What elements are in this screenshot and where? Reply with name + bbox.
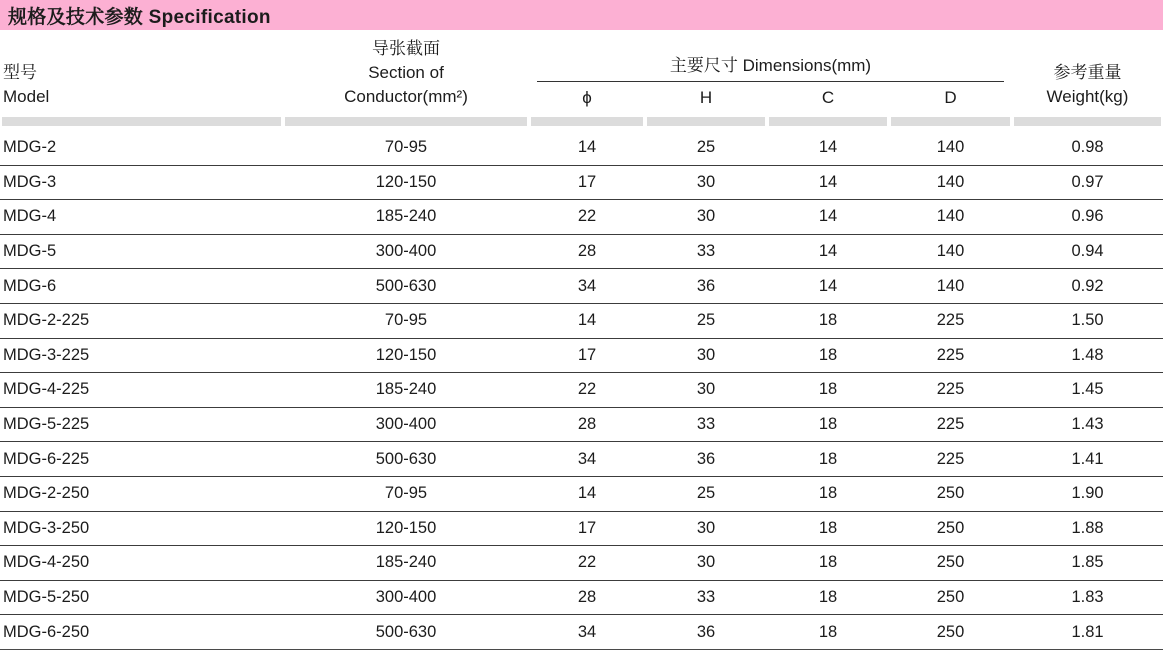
cell-phi: 22 <box>529 200 645 235</box>
table-row <box>0 476 1163 511</box>
cell-model: MDG-6-225 <box>0 442 283 477</box>
cell-phi: 22 <box>529 373 645 408</box>
cell-h: 30 <box>645 165 767 200</box>
column-header-weight <box>1012 30 1163 114</box>
cell-h: 30 <box>645 546 767 581</box>
cell-weight: 0.96 <box>1012 200 1163 235</box>
cell-model: MDG-3-225 <box>0 338 283 373</box>
table-row <box>0 338 1163 373</box>
cell-phi: 34 <box>529 442 645 477</box>
column-header-section-en2: Conductor(mm²) <box>344 87 468 106</box>
header-underline-bar <box>1014 117 1161 126</box>
cell-section: 70-95 <box>283 303 529 338</box>
cell-d: 250 <box>889 476 1012 511</box>
table-row <box>0 442 1163 477</box>
header-underline-cell <box>0 114 283 131</box>
cell-phi: 34 <box>529 615 645 650</box>
header-underline-cell <box>1012 114 1163 131</box>
cell-phi: 28 <box>529 580 645 615</box>
cell-h: 36 <box>645 269 767 304</box>
cell-h: 25 <box>645 131 767 165</box>
cell-section: 185-240 <box>283 373 529 408</box>
header-underline-cell <box>767 114 889 131</box>
cell-h: 33 <box>645 580 767 615</box>
cell-c: 18 <box>767 511 889 546</box>
cell-section: 500-630 <box>283 442 529 477</box>
section-title-bar <box>0 0 1163 30</box>
cell-weight: 1.90 <box>1012 476 1163 511</box>
cell-d: 140 <box>889 234 1012 269</box>
cell-phi: 28 <box>529 234 645 269</box>
cell-model: MDG-2-225 <box>0 303 283 338</box>
header-underline-bar <box>769 117 887 126</box>
column-group-dimensions <box>529 30 1012 82</box>
cell-section: 70-95 <box>283 476 529 511</box>
column-header-section-en1: Section of <box>368 63 444 82</box>
cell-c: 14 <box>767 269 889 304</box>
cell-d: 225 <box>889 373 1012 408</box>
cell-phi: 34 <box>529 269 645 304</box>
table-header <box>0 30 1163 131</box>
cell-c: 18 <box>767 546 889 581</box>
cell-weight: 0.97 <box>1012 165 1163 200</box>
cell-model: MDG-2 <box>0 131 283 165</box>
column-header-phi: ϕ <box>582 88 592 107</box>
header-underline-bar <box>2 117 281 126</box>
cell-weight: 0.98 <box>1012 131 1163 165</box>
cell-section: 500-630 <box>283 615 529 650</box>
cell-section: 185-240 <box>283 546 529 581</box>
cell-d: 140 <box>889 165 1012 200</box>
cell-model: MDG-4 <box>0 200 283 235</box>
cell-c: 14 <box>767 234 889 269</box>
cell-c: 18 <box>767 407 889 442</box>
cell-d: 250 <box>889 580 1012 615</box>
cell-section: 120-150 <box>283 165 529 200</box>
cell-weight: 1.45 <box>1012 373 1163 408</box>
cell-c: 14 <box>767 200 889 235</box>
cell-section: 120-150 <box>283 511 529 546</box>
cell-weight: 1.43 <box>1012 407 1163 442</box>
cell-d: 225 <box>889 407 1012 442</box>
cell-weight: 1.83 <box>1012 580 1163 615</box>
cell-h: 30 <box>645 200 767 235</box>
cell-model: MDG-3 <box>0 165 283 200</box>
cell-phi: 17 <box>529 511 645 546</box>
cell-model: MDG-2-250 <box>0 476 283 511</box>
header-underline-bar <box>285 117 527 126</box>
table-row <box>0 546 1163 581</box>
cell-section: 185-240 <box>283 200 529 235</box>
table-row <box>0 615 1163 650</box>
cell-phi: 14 <box>529 131 645 165</box>
cell-phi: 17 <box>529 165 645 200</box>
cell-phi: 14 <box>529 303 645 338</box>
cell-c: 18 <box>767 615 889 650</box>
cell-weight: 1.50 <box>1012 303 1163 338</box>
cell-d: 250 <box>889 511 1012 546</box>
cell-c: 18 <box>767 373 889 408</box>
cell-c: 18 <box>767 442 889 477</box>
header-underline-cell <box>645 114 767 131</box>
cell-model: MDG-5-250 <box>0 580 283 615</box>
cell-c: 18 <box>767 303 889 338</box>
cell-model: MDG-4-225 <box>0 373 283 408</box>
cell-h: 33 <box>645 407 767 442</box>
table-row <box>0 511 1163 546</box>
cell-weight: 1.81 <box>1012 615 1163 650</box>
column-group-dimensions-label: 主要尺寸 Dimensions(mm) <box>537 54 1004 82</box>
table-row <box>0 303 1163 338</box>
cell-h: 36 <box>645 442 767 477</box>
cell-weight: 0.92 <box>1012 269 1163 304</box>
column-header-model-zh: 型号 <box>3 63 37 82</box>
cell-d: 225 <box>889 303 1012 338</box>
cell-d: 140 <box>889 269 1012 304</box>
header-underline-cell <box>529 114 645 131</box>
cell-weight: 1.48 <box>1012 338 1163 373</box>
cell-c: 18 <box>767 338 889 373</box>
cell-section: 300-400 <box>283 580 529 615</box>
column-header-section-zh: 导张截面 <box>372 39 440 58</box>
table-row <box>0 234 1163 269</box>
table-row <box>0 407 1163 442</box>
cell-d: 140 <box>889 131 1012 165</box>
cell-c: 14 <box>767 131 889 165</box>
cell-section: 300-400 <box>283 234 529 269</box>
header-underline-cell <box>889 114 1012 131</box>
cell-section: 120-150 <box>283 338 529 373</box>
cell-h: 25 <box>645 476 767 511</box>
cell-d: 250 <box>889 546 1012 581</box>
header-underline-bar <box>891 117 1010 126</box>
cell-model: MDG-5 <box>0 234 283 269</box>
column-header-c: C <box>821 88 835 107</box>
cell-h: 25 <box>645 303 767 338</box>
cell-weight: 0.94 <box>1012 234 1163 269</box>
spec-table-body <box>0 131 1163 650</box>
table-row <box>0 580 1163 615</box>
cell-h: 30 <box>645 511 767 546</box>
table-row <box>0 200 1163 235</box>
cell-model: MDG-6 <box>0 269 283 304</box>
cell-c: 14 <box>767 165 889 200</box>
cell-d: 140 <box>889 200 1012 235</box>
column-header-model-en: Model <box>3 87 50 106</box>
cell-h: 30 <box>645 338 767 373</box>
cell-section: 300-400 <box>283 407 529 442</box>
cell-phi: 14 <box>529 476 645 511</box>
column-header-model <box>0 30 283 114</box>
page-title: 规格及技术参数 Specification <box>8 6 271 28</box>
column-header-section <box>283 30 529 114</box>
table-row <box>0 131 1163 165</box>
cell-model: MDG-4-250 <box>0 546 283 581</box>
cell-weight: 1.85 <box>1012 546 1163 581</box>
column-header-weight-en: Weight(kg) <box>1046 87 1129 106</box>
table-row <box>0 165 1163 200</box>
column-header-h: H <box>699 88 713 107</box>
cell-h: 30 <box>645 373 767 408</box>
cell-d: 250 <box>889 615 1012 650</box>
cell-model: MDG-3-250 <box>0 511 283 546</box>
cell-phi: 22 <box>529 546 645 581</box>
cell-section: 70-95 <box>283 131 529 165</box>
header-underline-cell <box>283 114 529 131</box>
specification-table <box>0 30 1163 650</box>
cell-phi: 17 <box>529 338 645 373</box>
cell-d: 225 <box>889 442 1012 477</box>
header-underline-bar <box>647 117 765 126</box>
cell-phi: 28 <box>529 407 645 442</box>
cell-model: MDG-5-225 <box>0 407 283 442</box>
cell-h: 33 <box>645 234 767 269</box>
cell-d: 225 <box>889 338 1012 373</box>
cell-c: 18 <box>767 476 889 511</box>
cell-h: 36 <box>645 615 767 650</box>
cell-section: 500-630 <box>283 269 529 304</box>
cell-model: MDG-6-250 <box>0 615 283 650</box>
column-header-d: D <box>944 88 957 107</box>
cell-c: 18 <box>767 580 889 615</box>
table-row <box>0 373 1163 408</box>
cell-weight: 1.41 <box>1012 442 1163 477</box>
column-header-weight-zh: 参考重量 <box>1053 63 1122 82</box>
table-row <box>0 269 1163 304</box>
cell-weight: 1.88 <box>1012 511 1163 546</box>
header-underline-bar <box>531 117 643 126</box>
